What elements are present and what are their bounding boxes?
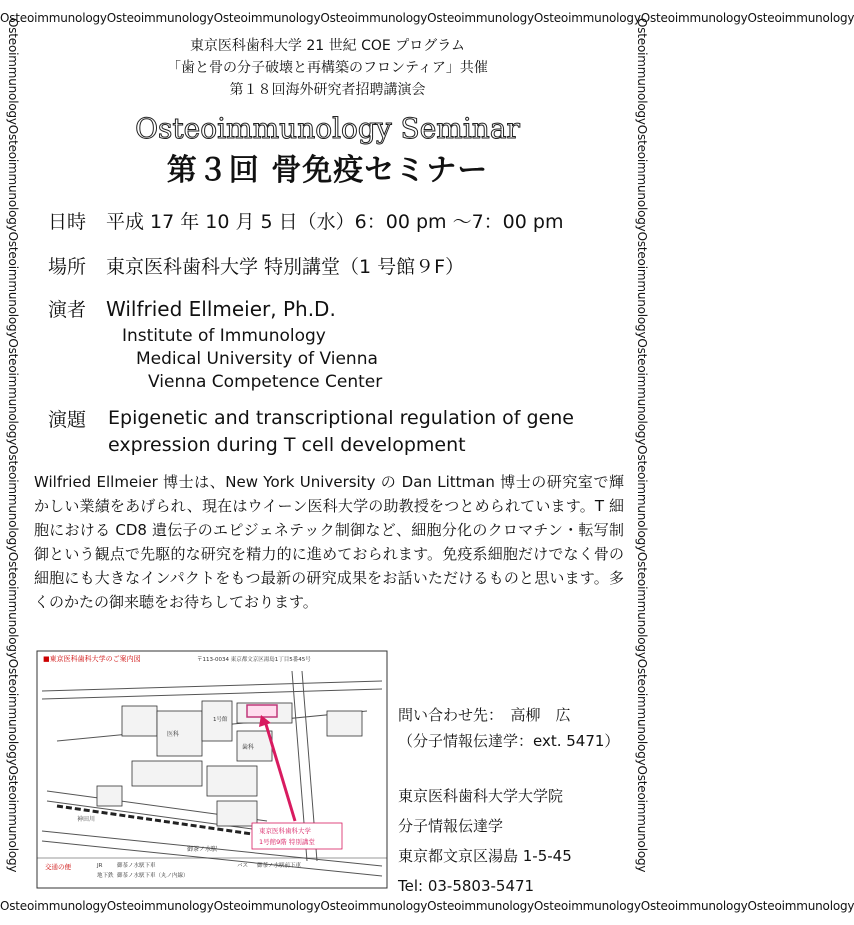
- speaker-label: 演者: [48, 299, 87, 321]
- border-text-bottom: OsteoimmunologyOsteoimmunologyOsteoimmunologyOsteoimmunologyOsteoimmunologyOsteoimmunologyOsteoimmunologyOsteoimmunology: [0, 899, 854, 913]
- header-line-3: 第１８回海外研究者招聘講演会: [229, 82, 426, 98]
- campus-map: [37, 651, 387, 888]
- talk-title-line-1: Epigenetic and transcriptional regulation of gene: [108, 407, 575, 429]
- speaker-row: [48, 295, 336, 322]
- header-line-2: 「歯と骨の分子破壊と再構築のフロンティア」共催: [167, 60, 488, 76]
- map-bus-line: 御茶ノ水駅前下車: [257, 863, 302, 869]
- map-station-label: 御茶ノ水駅: [187, 846, 218, 853]
- address-line-2: 分子情報伝達学: [398, 817, 504, 835]
- title-label: 演題: [48, 409, 87, 431]
- border-text-left: OsteoimmunologyOsteoimmunologyOsteoimmunologyOsteoimmunologyOsteoimmunologyOsteoimmunologyOsteoimmunologyOsteoimmunology: [6, 18, 20, 873]
- address-block: [398, 781, 572, 901]
- affiliation-1: Institute of Immunology: [122, 326, 326, 346]
- talk-title-line-2: expression during T cell development: [108, 434, 466, 456]
- contact-department: （分子情報伝達学：ext. 5471）: [398, 732, 620, 750]
- map-subway-line: 御茶ノ水駅下車（丸ノ内線）: [117, 873, 189, 879]
- map-bus-label: バス: [237, 863, 249, 869]
- border-text-top: OsteoimmunologyOsteoimmunologyOsteoimmunologyOsteoimmunologyOsteoimmunologyOsteoimmunologyOsteoimmunologyOsteoimmunology: [0, 11, 854, 25]
- seminar-title-jp: 第３回 骨免疫セミナー: [166, 153, 489, 188]
- map-subway-label: 地下鉄: [97, 873, 114, 879]
- date-label: 日時: [48, 211, 87, 233]
- description-paragraph: Wilfried Ellmeier 博士は、New York University の Dan Littman 博士の研究室で輝かしい業績をあげられ、現在はウイーン医科大学の助教授をつとめられています。T 細胞における CD8 遺伝子のエピジェネテック制御など、細胞分化のクロマチン・転写制御という観点で先駆的な研究を精力的に進めておられます。免疫系細胞だけでなく骨の細胞にも大きなインパクトをもつ最新の研究成果をお話いただけるものと思います。多くのかたの御来聴をお待ちしております。: [34, 473, 624, 611]
- header: [0, 35, 655, 101]
- map-hospital-label: 医科: [167, 731, 180, 738]
- place-row: [48, 252, 464, 279]
- map-jr-line: 御茶ノ水駅下車: [117, 863, 156, 869]
- map-target-building: [247, 705, 277, 717]
- contact-inquiry: 問い合わせ先： 高柳 広: [398, 706, 571, 724]
- map-jr-label: JR: [97, 863, 103, 869]
- address-line-3: 東京都文京区湯島 1-5-45: [398, 847, 572, 865]
- map-callout-university: 東京医科歯科大学: [259, 827, 311, 835]
- border-text-right: OsteoimmunologyOsteoimmunologyOsteoimmunologyOsteoimmunologyOsteoimmunologyOsteoimmunologyOsteoimmunologyOsteoimmunology: [635, 18, 649, 873]
- talk-title: [108, 405, 608, 459]
- address-line-4: Tel: 03-5803-5471: [398, 877, 535, 895]
- affiliation-2: Medical University of Vienna: [136, 349, 378, 369]
- map-access-label: 交通の便: [45, 863, 71, 871]
- map-dental-label: 歯科: [242, 744, 255, 751]
- date-value: 平成 17 年 10 月 5 日（水）6：00 pm 〜7：00 pm: [106, 211, 564, 233]
- speaker-name: Wilfried Ellmeier, Ph.D.: [106, 297, 336, 321]
- place-label: 場所: [48, 256, 87, 278]
- map-river-label: 神田川: [77, 816, 96, 823]
- map-postal: 〒113-0034 東京都文京区湯島1丁目5番45号: [197, 657, 311, 663]
- seminar-title-en: Osteoimmunology Seminar: [135, 112, 520, 145]
- date-row: [48, 207, 563, 234]
- map-callout-building: 1号館9階 特別講堂: [259, 838, 315, 846]
- place-value: 東京医科歯科大学 特別講堂（1 号館９F）: [106, 256, 465, 278]
- title-row: [48, 405, 106, 432]
- map-title: ■東京医科歯科大学のご案内図: [43, 655, 141, 663]
- address-line-1: 東京医科歯科大学大学院: [398, 787, 564, 805]
- header-line-1: 東京医科歯科大学 21 世紀 COE プログラム: [189, 38, 466, 54]
- map-building-label: 1号館: [213, 717, 228, 723]
- affiliation-3: Vienna Competence Center: [148, 372, 383, 392]
